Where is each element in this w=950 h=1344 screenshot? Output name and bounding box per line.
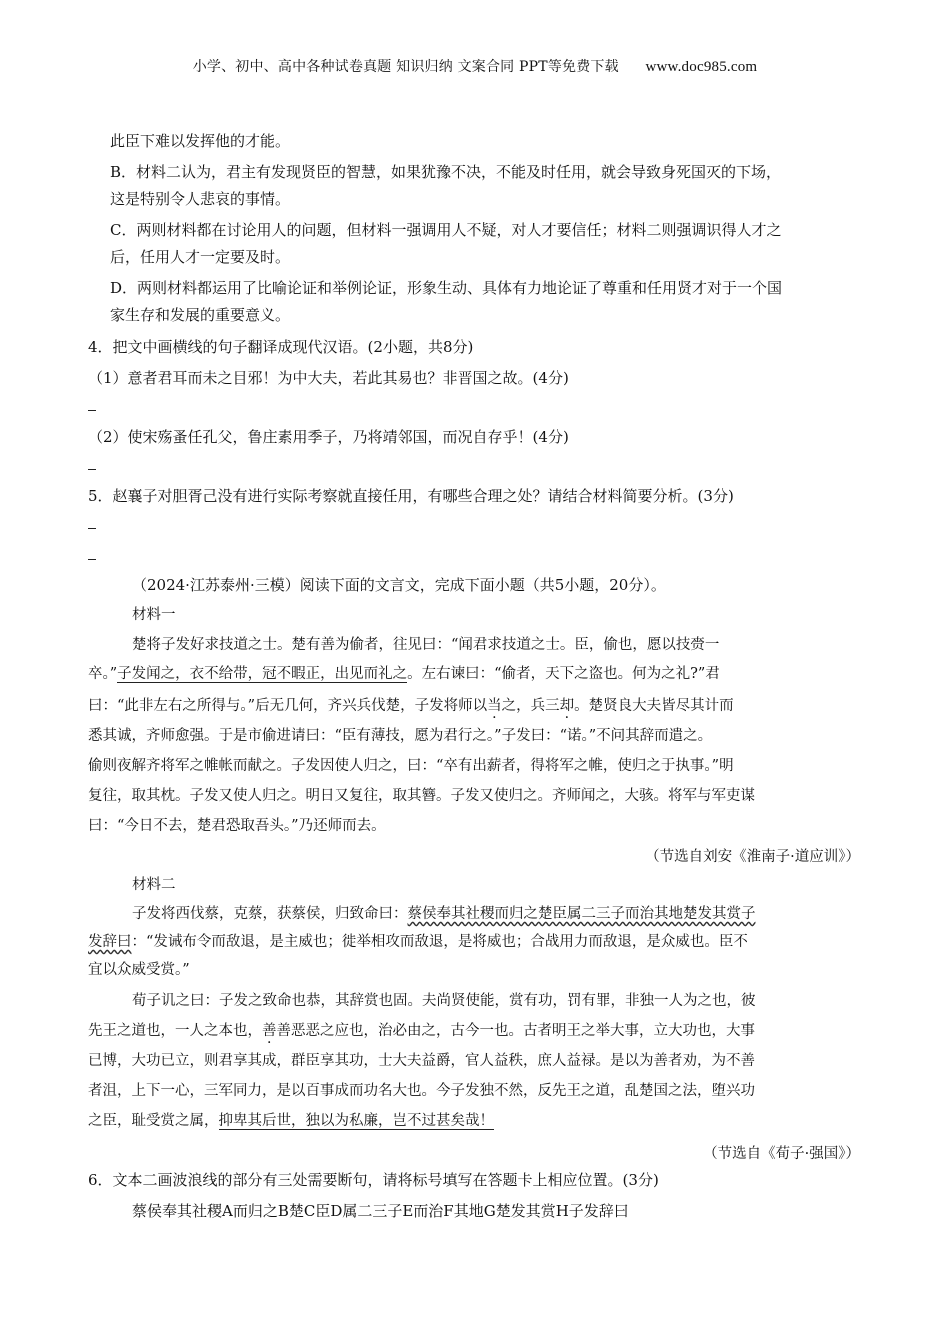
question-4-1: （1）意者君耳而未之目邪！为中大夫，若此其易也？非晋国之故。(4分)	[88, 369, 569, 387]
option-c-line2: 后，任用人才一定要及时。	[110, 248, 291, 266]
dotted-char-shan: 善	[262, 1023, 277, 1039]
underlined-sentence-2: 抑卑其后世，独以为私廉，岂不过甚矣哉！	[218, 1113, 494, 1129]
answer-blank-4-2[interactable]	[88, 469, 96, 470]
material-2-source: （节选自《荀子·强国》）	[703, 1146, 860, 1162]
material-1-line2: 卒。”子发闻之，衣不给带，冠不暇正，出见而礼之。左右谏曰：“偷者，天下之盗也。何为之礼?”君	[88, 666, 720, 682]
dotted-char-que: 却	[559, 698, 575, 714]
material-2-line7: 者沮，上下一心，三军同力，是以百事成而功名大也。今子发独不然，反先王之道，乱楚国之法，堕兴功	[88, 1083, 755, 1099]
material-1-line1: 楚将子发好求技道之士。楚有善为偷者，往见曰：“闻君求技道之士。臣，偷也，愿以技赍一	[132, 637, 720, 653]
material-1-line6: 复往，取其枕。子发又使人归之。明日又复往，取其簪。子发又使归之。齐师闻之，大骇。将军与军吏谋	[88, 788, 755, 804]
answer-blank-5-a[interactable]	[88, 528, 96, 529]
material-2-line4: 荀子讥之曰：子发之致命也恭，其辞赏也固。夫尚贤使能，赏有功，罚有罪，非独一人为之也，彼	[132, 993, 756, 1009]
underlined-sentence-1: 子发闻之，衣不给带，冠不暇正，出见而礼之	[117, 666, 408, 682]
question-5: 5．赵襄子对胆胥己没有进行实际考察就直接任用，有哪些合理之处？请结合材料简要分析。(3分)	[88, 487, 734, 505]
material-1-line3: 曰：“此非左右之所得与。”后无几何，齐兴兵伐楚，子发将师以当之，兵三却。楚贤良大夫皆尽其计而	[88, 698, 734, 714]
material-2-line6: 已博，大功已立，则君享其成，群臣享其功，士大夫益爵，官人益秩，庶人益禄。是以为善者劝，为不善	[88, 1053, 755, 1069]
option-a-continued: 此臣下难以发挥他的才能。	[110, 132, 291, 150]
header-url[interactable]: www.doc985.com	[645, 59, 758, 75]
question-4: 4．把文中画横线的句子翻译成现代汉语。(2小题，共8分)	[88, 338, 474, 356]
option-d-line2: 家生存和发展的重要意义。	[110, 306, 291, 324]
material-2-line5: 先王之道也，一人之本也，善善恶恶之应也，治必由之，古今一也。古者明王之举大事，立大功也，大事	[88, 1023, 755, 1039]
material-2-line2: 发辞曰：“发诫布令而敌退，是主威也；徙举相攻而敌退，是将威也；合战用力而敌退，是众威也。臣不	[88, 934, 748, 950]
wavy-underline-part2: 发辞曰	[88, 934, 132, 950]
reading-intro: （2024·江苏泰州·三模）阅读下面的文言文，完成下面小题（共5小题，20分）。	[132, 576, 666, 594]
wavy-underline-part1: 蔡侯奉其社稷而归之楚臣属二三子而治其地楚发其赏子	[407, 906, 756, 922]
material-1-source: （节选自刘安《淮南子·道应训》）	[645, 849, 860, 865]
header-title: 小学、初中、高中各种试卷真题 知识归纳 文案合同 PPT等免费下载	[192, 59, 619, 75]
option-c-line1: C．两则材料都在讨论用人的问题，但材料一强调用人不疑，对人才要信任；材料二则强调识得人才之	[110, 221, 782, 239]
question-4-2: （2）使宋殇蚤任孔父，鲁庄素用季子，乃将靖邻国，而况自存乎！(4分)	[88, 428, 569, 446]
dotted-char-dang: 当	[487, 698, 502, 714]
answer-blank-4-1[interactable]	[88, 410, 96, 411]
answer-blank-5-b[interactable]	[88, 559, 96, 560]
material-1-line7: 曰：“今日不去，楚君恐取吾头。”乃还师而去。	[88, 818, 386, 834]
material-2-title: 材料二	[132, 877, 176, 893]
material-2-line1: 子发将西伐蔡，克蔡，获蔡侯，归致命曰：蔡侯奉其社稷而归之楚臣属二三子而治其地楚发其赏子	[132, 906, 756, 922]
option-d-line1: D．两则材料都运用了比喻论证和举例论证，形象生动、具体有力地论证了尊重和任用贤才对于一个国	[110, 279, 783, 297]
question-6-sentence: 蔡侯奉其社稷A而归之B楚C臣D属二三子E而治F其地G楚发其赏H子发辞曰	[132, 1202, 629, 1220]
option-b-line1: B．材料二认为，君主有发现贤臣的智慧，如果犹豫不决，不能及时任用，就会导致身死国灭的下场，	[110, 163, 782, 181]
material-1-title: 材料一	[132, 607, 176, 623]
page-header	[0, 56, 950, 76]
material-1-line4: 悉其诚，齐师愈强。于是市偷进请曰：“臣有薄技，愿为君行之。”子发曰：“诺。”不问其辞而遣之。	[88, 728, 713, 744]
material-1-line5: 偷则夜解齐将军之帷帐而献之。子发因使人归之，曰：“卒有出薪者，得将军之帷，使归之于执事。”明	[88, 758, 734, 774]
material-2-line8: 之臣，耻受赏之属，抑卑其后世，独以为私廉，岂不过甚矣哉！	[88, 1113, 494, 1129]
option-b-line2: 这是特别令人悲哀的事情。	[110, 190, 291, 208]
material-2-line3: 宜以众威受赏。”	[88, 962, 190, 978]
question-6: 6．文本二画波浪线的部分有三处需要断句，请将标号填写在答题卡上相应位置。(3分)	[88, 1171, 659, 1189]
